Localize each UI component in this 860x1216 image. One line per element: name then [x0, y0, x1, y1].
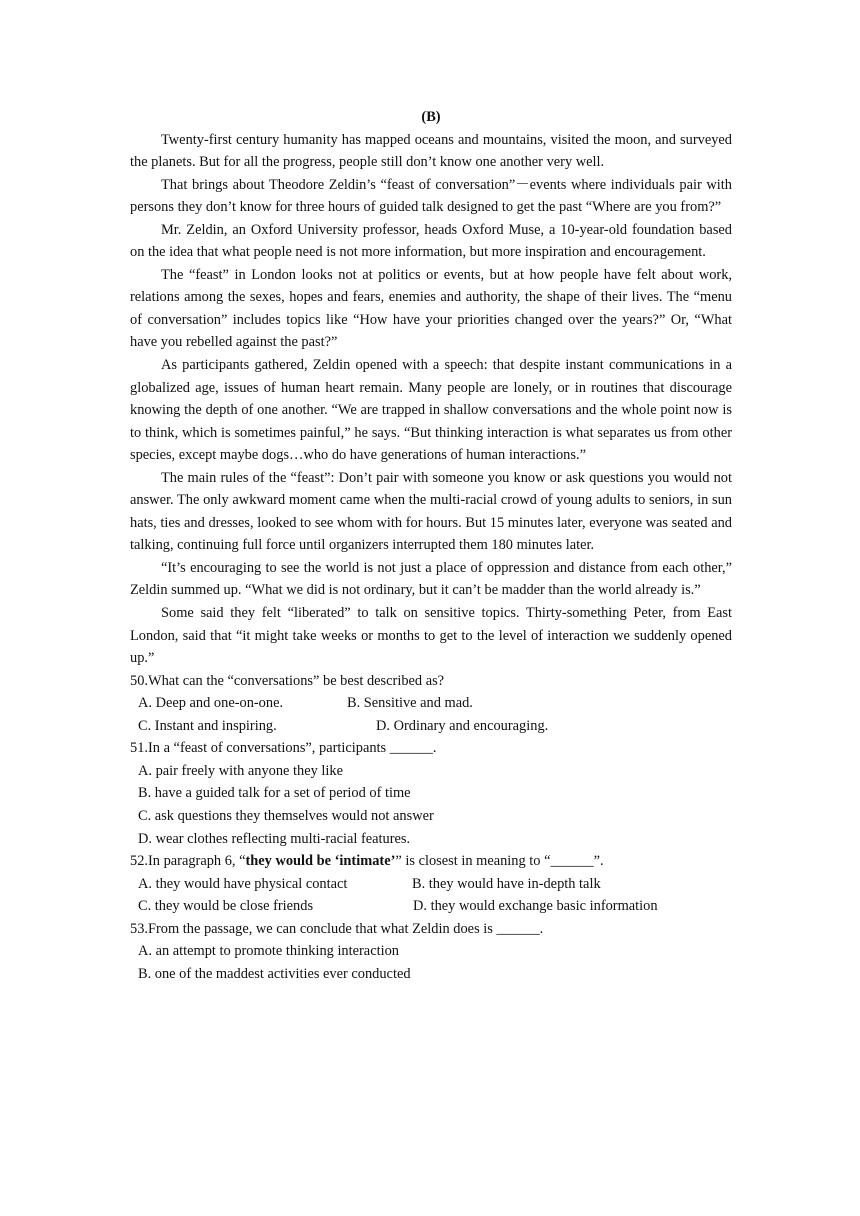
paragraph-1: Twenty-first century humanity has mapped oceans and mountains, visited the moon, and surveyed the planets. But for all the progress, people still don’t know one another very well. — [130, 131, 732, 171]
question-50-option-b: B. Sensitive and mad. — [347, 695, 473, 712]
question-52-stem — [130, 850, 732, 873]
paragraph-4: The “feast” in London looks not at politics or events, but at how people have felt about work, relations among the sexes, hopes and fears, enemies and authority, the shape of their lives. The “menu of conversation” includes topics like “How have your priorities changed over the years?” Or, “What have you rebelled against the past?” — [130, 266, 732, 351]
question-52-option-d: D. they would exchange basic information — [413, 898, 658, 915]
question-50-option-c: C. Instant and inspiring. — [138, 717, 277, 734]
question-52-stem-prefix: 52.In paragraph 6, “ — [130, 853, 246, 870]
paragraph-8: Some said they felt “liberated” to talk on sensitive topics. Thirty-something Peter, from East London, said that “it might take weeks or months to get to the level of interaction we suddenly opened up.” — [130, 605, 732, 667]
question-53-option-b: B. one of the maddest activities ever conducted — [138, 965, 411, 982]
question-51-option-d: D. wear clothes reflecting multi-racial features. — [138, 830, 411, 847]
question-52-option-a: A. they would have physical contact — [138, 875, 348, 892]
document-page — [130, 106, 732, 985]
question-51-option-a: A. pair freely with anyone they like — [138, 762, 343, 779]
question-50-stem: 50.What can the “conversations” be best described as? — [130, 672, 445, 689]
question-52-options-row-1 — [130, 873, 732, 896]
paragraph-6: The main rules of the “feast”: Don’t pair with someone you know or ask questions you would not answer. The only awkward moment came when the multi-racial crowd of young adults to seniors, in sun hats, ties and dresses, looked to see whom with for hours. But 15 minutes later, everyone was seated and talking, continuing full force until organizers interrupted them 180 minutes later. — [130, 469, 732, 554]
paragraph-2: That brings about Theodore Zeldin’s “feast of conversation”－events where individuals pair with persons they don’t know for three hours of guided talk designed to get the past “Where are you from?” — [130, 176, 732, 216]
question-50-options-row-1 — [130, 692, 732, 715]
question-50-option-a: A. Deep and one-on-one. — [138, 695, 284, 712]
question-53-stem: 53.From the passage, we can conclude that what Zeldin does is ______. — [130, 920, 544, 937]
question-50-option-d: D. Ordinary and encouraging. — [376, 717, 549, 734]
paragraph-5: As participants gathered, Zeldin opened with a speech: that despite instant communications in a globalized age, issues of human heart remain. Many people are lonely, or in routines that discourage knowing the depth of one another. “We are trapped in shallow conversations and the whole point now is to think, which is sometimes painful,” he says. “But thinking interaction is what separates us from other species, except maybe dogs…who do have generations of human interactions.” — [130, 357, 732, 464]
question-52-option-c: C. they would be close friends — [138, 898, 314, 915]
question-51-option-b: B. have a guided talk for a set of period of time — [138, 785, 411, 802]
paragraph-3: Mr. Zeldin, an Oxford University professor, heads Oxford Muse, a 10-year-old foundation based on the idea that what people need is not more information, but more inspiration and encouragement. — [130, 221, 732, 261]
question-53-option-a: A. an attempt to promote thinking interaction — [138, 943, 399, 960]
question-52-stem-suffix: ” is closest in meaning to “______”. — [395, 853, 604, 870]
section-title: (B) — [421, 109, 441, 125]
question-51-stem: 51.In a “feast of conversations”, participants ______. — [130, 740, 437, 757]
question-52-option-b: B. they would have in-depth talk — [412, 875, 601, 892]
question-52-quoted-phrase: they would be ‘intimate’ — [245, 853, 396, 870]
question-51-option-c: C. ask questions they themselves would not answer — [138, 807, 434, 824]
question-52-options-row-2 — [130, 895, 732, 918]
paragraph-7: “It’s encouraging to see the world is not just a place of oppression and distance from each other,” Zeldin summed up. “What we did is not ordinary, but it can’t be madder than the world already is.” — [130, 559, 732, 599]
question-50-options-row-2 — [130, 715, 732, 738]
